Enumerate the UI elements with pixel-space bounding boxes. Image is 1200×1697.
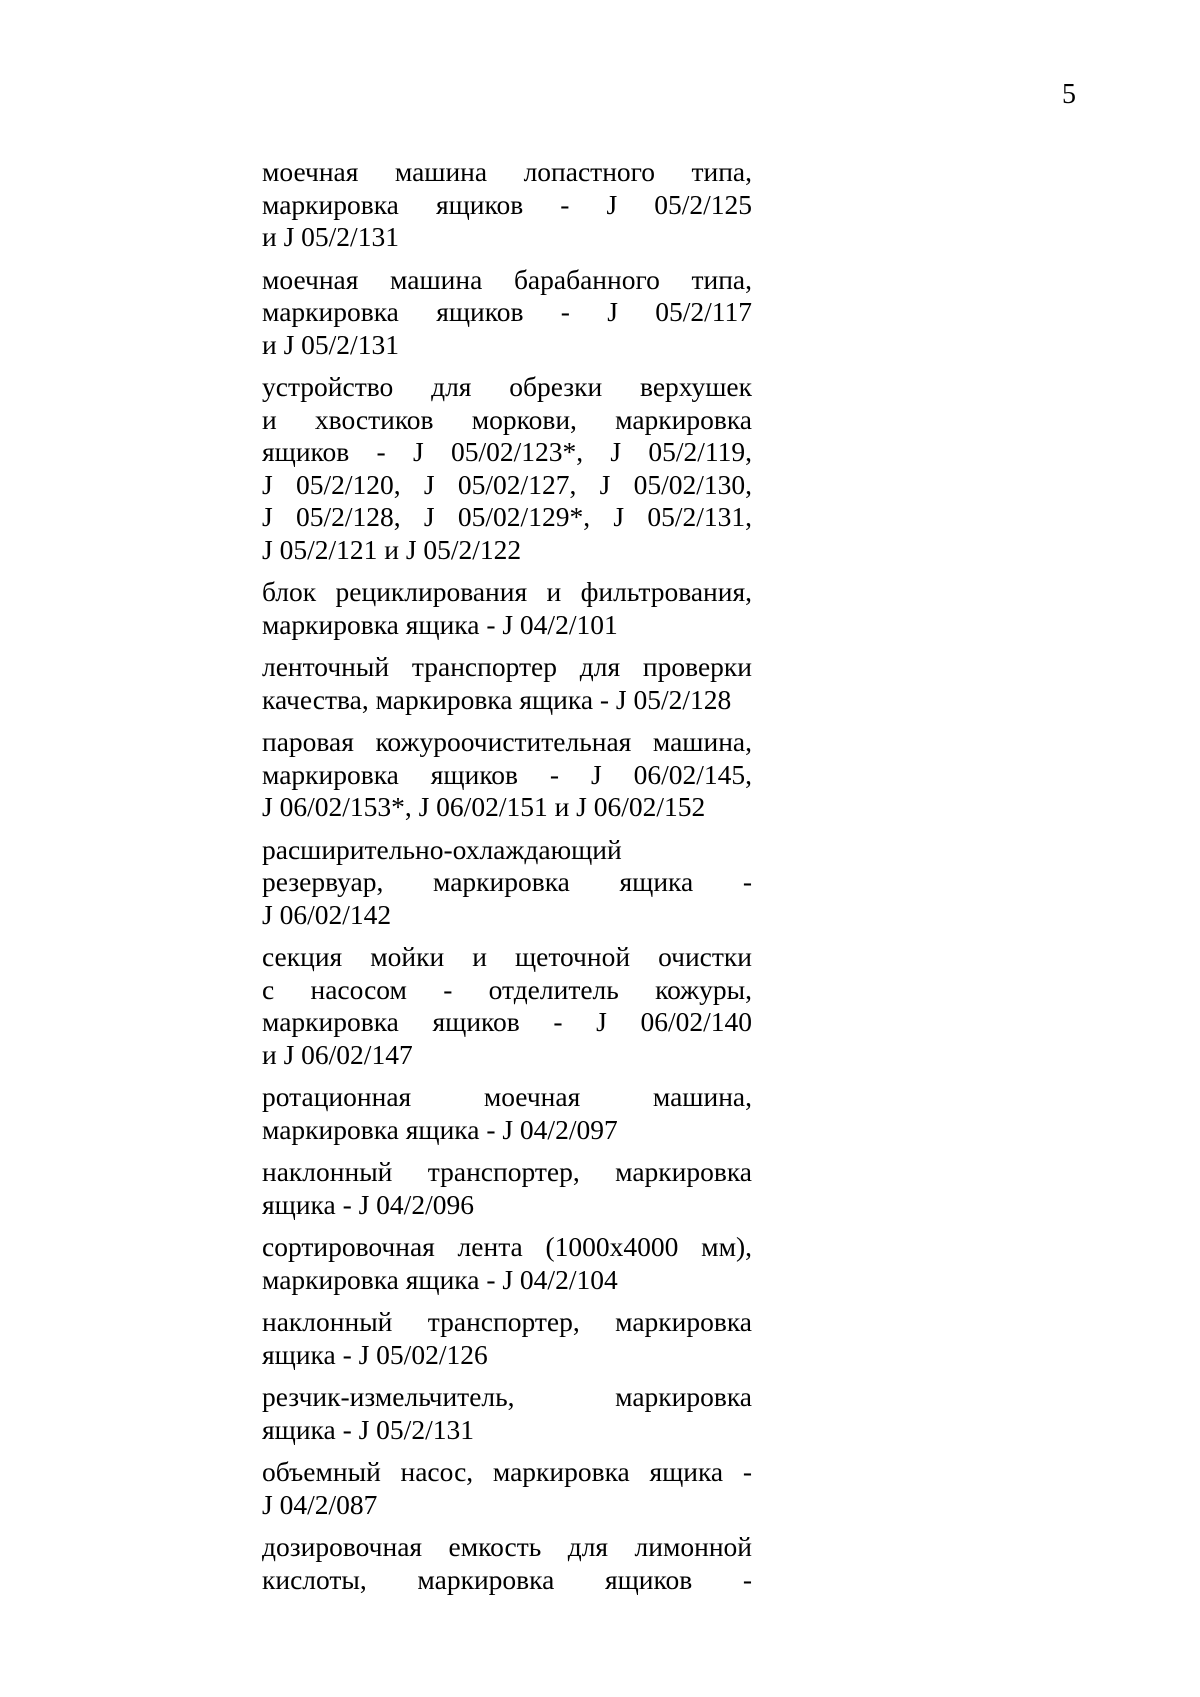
entry-line: расширительно-охлаждающий [262,833,622,865]
entry-line: устройство для обрезки верхушек [262,371,752,402]
entry-line: качества, маркировка ящика - J 05/2/128 [262,683,732,715]
entry-line: объемный насос, маркировка ящика - [262,1456,752,1487]
entry-line: маркировка ящика - J 04/2/097 [262,1113,618,1145]
equipment-entry [262,1456,752,1521]
entry-line: маркировка ящиков - J 05/2/125 [262,188,752,220]
entry-line: J 06/02/153*, J 06/02/151 и J 06/02/152 [262,791,706,822]
equipment-entry [262,834,752,932]
equipment-entry [262,941,752,1071]
equipment-list [262,156,752,1606]
equipment-entry [262,264,752,362]
entry-line: ленточный транспортер для проверки [262,651,752,682]
entry-line: ящика - J 04/2/096 [262,1188,474,1220]
equipment-entry [262,1156,752,1221]
equipment-entry [262,1381,752,1446]
entry-line: и J 05/2/131 [262,328,399,360]
entry-line: маркировка ящиков - J 05/2/117 [262,296,752,327]
entry-line: ящика - J 05/02/126 [262,1338,488,1370]
page-number: 5 [1062,79,1076,110]
entry-line: и J 06/02/147 [262,1038,413,1070]
entry-line: J 04/2/087 [262,1488,378,1520]
entry-line: J 05/2/128, J 05/02/129*, J 05/2/131, [262,501,752,532]
entry-line: ящика - J 05/2/131 [262,1413,474,1445]
equipment-entry [262,1231,752,1296]
entry-line: с насосом - отделитель кожуры, [262,973,752,1005]
entry-line: маркировка ящиков - J 06/02/140 [262,1006,752,1037]
entry-line: и хвостиков моркови, маркировка [262,403,752,435]
entry-line: паровая кожуроочистительная машина, [262,726,752,757]
entry-line: блок рециклирования и фильтрования, [262,576,752,607]
entry-line: секция мойки и щеточной очистки [262,941,752,972]
entry-line: и J 05/2/131 [262,221,399,252]
equipment-entry [262,371,752,566]
entry-line: наклонный транспортер, маркировка [262,1156,752,1187]
entry-line: маркировка ящика - J 04/2/101 [262,608,618,640]
equipment-entry [262,1081,752,1146]
equipment-entry [262,726,752,824]
entry-line: ящиков - J 05/02/123*, J 05/2/119, [262,436,752,467]
entry-line: маркировка ящиков - J 06/02/145, [262,758,752,790]
entry-line: резервуар, маркировка ящика - [262,866,752,897]
equipment-entry [262,1531,752,1596]
entry-line: J 05/2/120, J 05/02/127, J 05/02/130, [262,468,752,500]
equipment-entry [262,576,752,641]
entry-line: J 06/02/142 [262,898,392,930]
entry-line: сортировочная лента (1000x4000 мм), [262,1231,752,1262]
equipment-entry [262,1306,752,1371]
entry-line: резчик-измельчитель, маркировка [262,1381,752,1412]
entry-line: ротационная моечная машина, [262,1081,752,1112]
equipment-entry [262,651,752,716]
entry-line: маркировка ящика - J 04/2/104 [262,1263,618,1295]
entry-line: моечная машина лопастного типа, [262,156,752,187]
entry-line: моечная машина барабанного типа, [262,263,752,295]
entry-line: дозировочная емкость для лимонной [262,1531,752,1562]
entry-line: кислоты, маркировка ящиков - [262,1563,752,1595]
entry-line: J 05/2/121 и J 05/2/122 [262,533,522,565]
entry-line: наклонный транспортер, маркировка [262,1306,752,1337]
equipment-entry [262,156,752,254]
